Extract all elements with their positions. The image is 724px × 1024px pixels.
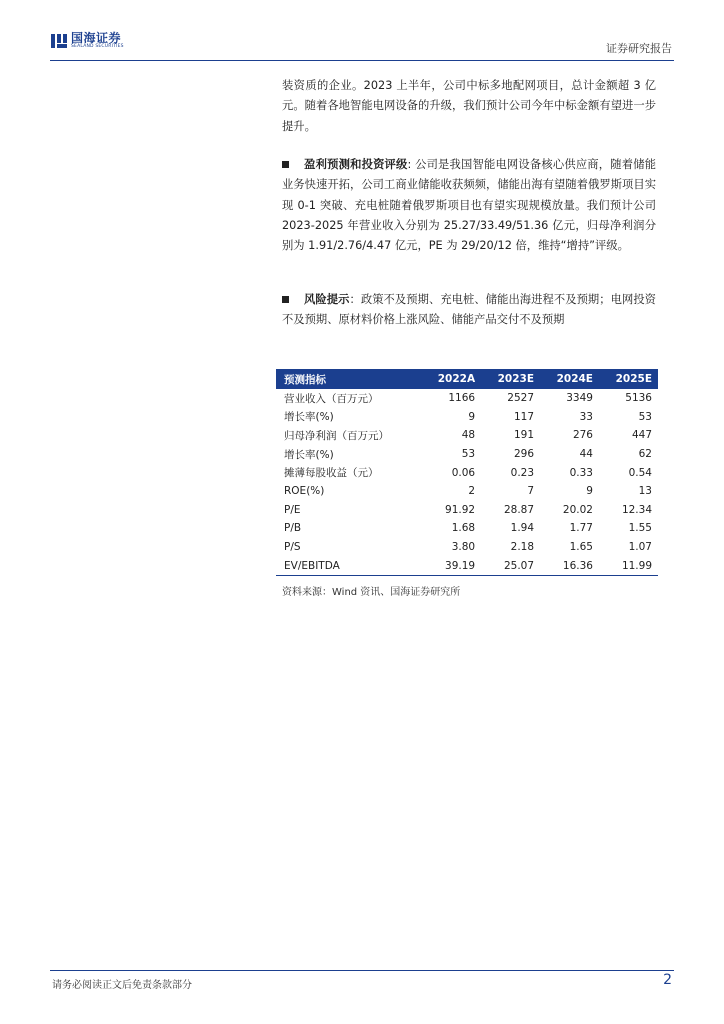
table-cell: 1.68 bbox=[451, 522, 476, 535]
paragraph-text: 装资质的企业。2023 上半年，公司中标多地配网项目，总计金额超 3 亿元。随着各地智能电网设备的升级，我们预计公司今年中标金额有望进一步提升。 bbox=[282, 79, 656, 133]
paragraph-lead: 风险提示 bbox=[304, 293, 350, 306]
table-cell: 44 bbox=[579, 448, 593, 461]
table-cell: 48 bbox=[461, 429, 476, 442]
table-cell: 12.34 bbox=[621, 503, 652, 516]
table-row bbox=[276, 389, 658, 408]
table-cell: 0.23 bbox=[510, 466, 535, 479]
table-header-row bbox=[276, 369, 658, 389]
table-cell: 53 bbox=[461, 448, 476, 461]
forecast-table bbox=[276, 369, 658, 576]
table-cell: P/E bbox=[284, 503, 301, 516]
table-cell: 13 bbox=[638, 485, 652, 498]
table-cell: 91.92 bbox=[445, 503, 476, 516]
table-source-note: 资料来源：Wind 资讯、国海证券研究所 bbox=[282, 587, 461, 598]
table-header-cell: 预测指标 bbox=[284, 373, 326, 386]
table-cell: 117 bbox=[513, 410, 535, 423]
table-cell: 归母净利润（百万元） bbox=[284, 429, 389, 442]
table-cell: 2 bbox=[468, 485, 476, 498]
table-header-cell: 2024E bbox=[556, 373, 593, 385]
table-cell: 53 bbox=[638, 410, 652, 423]
table-header-cell: 2023E bbox=[497, 373, 535, 385]
footer-divider bbox=[50, 970, 674, 971]
table-row bbox=[276, 426, 658, 445]
table-cell: 3.80 bbox=[451, 541, 476, 554]
table-row bbox=[276, 519, 658, 538]
table-cell: 摊薄每股收益（元） bbox=[284, 467, 379, 480]
table-cell: 0.33 bbox=[569, 466, 593, 479]
table-cell: 1166 bbox=[448, 392, 476, 405]
table-row bbox=[276, 482, 658, 501]
table-cell: ROE(%) bbox=[284, 485, 325, 498]
table-cell: 增长率(%) bbox=[284, 411, 334, 424]
table-cell: 2.18 bbox=[510, 541, 535, 554]
table-row bbox=[276, 408, 658, 427]
table-cell: 营业收入（百万元） bbox=[284, 392, 379, 405]
table-cell: EV/EBITDA bbox=[276, 556, 421, 575]
table-cell: 11.99 bbox=[599, 556, 658, 575]
table-cell: 25.07 bbox=[481, 556, 540, 575]
table-cell: 62 bbox=[638, 448, 652, 461]
table-cell: 0.54 bbox=[628, 466, 652, 479]
footer-disclaimer: 请务必阅读正文后免责条款部分 bbox=[52, 980, 192, 991]
table-cell: 447 bbox=[631, 429, 652, 442]
table-cell: P/B bbox=[284, 522, 302, 535]
table-row bbox=[276, 556, 658, 575]
header-divider bbox=[50, 60, 674, 61]
page-number: 2 bbox=[663, 972, 672, 988]
paragraph-text: : 公司是我国智能电网设备核心供应商，随着储能业务快速开拓，公司工商业储能收获频频，储能出海有望随着俄罗斯项目实现 0-1 突破、充电桩随着俄罗斯项目也有望实现规模放量。我们预计公司 2023-2025 年营业收入分别为 25.27/33.49/51.36 亿元，归母净利润分别为 1.91/2.76/4.47 亿元，PE 为 29/20/12 倍，维持“增持”评级。 bbox=[282, 158, 656, 253]
paragraph-continued bbox=[282, 76, 656, 137]
paragraph-lead: 盈利预测和投资评级 bbox=[304, 158, 408, 171]
table-cell: 191 bbox=[513, 429, 535, 442]
table-cell: 33 bbox=[579, 410, 593, 423]
logo-chinese-name: 国海证券 bbox=[71, 31, 122, 46]
paragraph-risk-warning bbox=[282, 290, 656, 331]
table-cell: P/S bbox=[284, 541, 301, 554]
table-cell: 28.87 bbox=[503, 503, 535, 516]
table-row bbox=[276, 501, 658, 520]
table-cell: 9 bbox=[586, 485, 593, 498]
table-cell: 1.55 bbox=[628, 522, 652, 535]
table-cell: 1.07 bbox=[628, 541, 652, 554]
table-cell: 2527 bbox=[507, 392, 535, 405]
table-header-cell: 2022A bbox=[437, 373, 476, 385]
table-cell: 9 bbox=[468, 410, 476, 423]
table-cell: 增长率(%) bbox=[284, 448, 334, 461]
sealand-logo-icon bbox=[50, 32, 68, 50]
report-type-label: 证券研究报告 bbox=[606, 42, 672, 55]
table-cell: 16.36 bbox=[540, 556, 599, 575]
table-header-cell: 2025E bbox=[615, 373, 652, 385]
table-row bbox=[276, 538, 658, 557]
logo-english-name: SEALAND SECURITIES bbox=[71, 44, 124, 50]
company-logo bbox=[50, 32, 124, 50]
table-cell: 20.02 bbox=[562, 503, 593, 516]
table-cell: 1.77 bbox=[569, 522, 593, 535]
table-cell: 3349 bbox=[566, 392, 593, 405]
table-cell: 39.19 bbox=[421, 556, 481, 575]
paragraph-earnings-forecast bbox=[282, 155, 656, 256]
table-row bbox=[276, 463, 658, 482]
table-cell: 5136 bbox=[625, 392, 652, 405]
paragraph-text: ：政策不及预期、充电桩、储能出海进程不及预期；电网投资不及预期、原材料价格上涨风险、储能产品交付不及预期 bbox=[282, 293, 656, 327]
table-cell: 7 bbox=[527, 485, 535, 498]
table-cell: 296 bbox=[513, 448, 535, 461]
table-cell: 0.06 bbox=[451, 466, 476, 479]
table-cell: 276 bbox=[572, 429, 593, 442]
table-cell: 1.94 bbox=[510, 522, 535, 535]
table-cell: 1.65 bbox=[569, 541, 593, 554]
table-row bbox=[276, 445, 658, 464]
